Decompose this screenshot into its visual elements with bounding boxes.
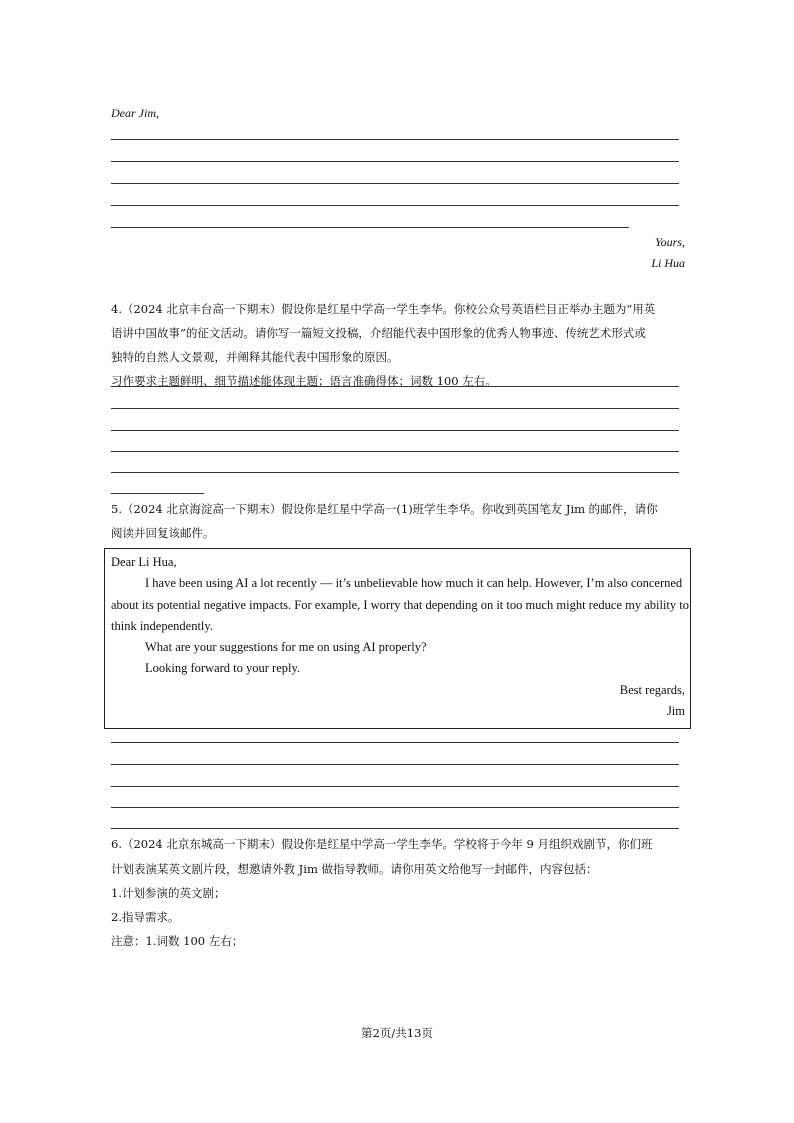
answer-line xyxy=(111,205,679,206)
letter-closing: Yours, xyxy=(655,235,685,249)
q6-item2: 2.指导需求。 xyxy=(111,910,180,924)
answer-line xyxy=(111,183,679,184)
q6-item1: 1.计划参演的英文剧； xyxy=(111,886,226,900)
answer-line xyxy=(111,408,679,409)
q6-note: 注意：1.词数 100 左右； xyxy=(111,934,244,948)
email-signature: Jim xyxy=(666,704,685,718)
email-p1-line2: about its potential negative impacts. For example, I worry that depending on it too much might reduce my ability to xyxy=(111,598,689,612)
answer-line xyxy=(111,161,679,162)
answer-line xyxy=(111,386,679,387)
answer-line xyxy=(111,807,679,808)
answer-line xyxy=(111,742,679,743)
answer-line xyxy=(111,430,679,431)
q4-line1: 4.（2024 北京丰台高一下期末）假设你是红星中学高一学生李华。你校公众号英语栏目正举办主题为“用英 xyxy=(111,302,656,316)
email-greeting: Dear Li Hua, xyxy=(111,555,177,569)
q4-line3: 独特的自然人文景观，并阐释其能代表中国形象的原因。 xyxy=(111,350,399,364)
email-p3: Looking forward to your reply. xyxy=(145,661,301,675)
letter-signature: Li Hua xyxy=(651,256,685,270)
answer-line xyxy=(111,139,679,140)
q4-line4: 习作要求主题鲜明、细节描述能体现主题；语言准确得体；词数 100 左右。 xyxy=(111,374,497,388)
email-p1-line1: I have been using AI a lot recently — it’s unbelievable how much it can help. However, I’m also concerned xyxy=(145,576,683,590)
email-p1-line3: think independently. xyxy=(111,619,213,633)
page-number: 第2页/共13页 xyxy=(361,1026,433,1040)
answer-line-short xyxy=(111,227,629,228)
answer-line xyxy=(111,786,679,787)
q5-line1: 5.（2024 北京海淀高一下期末）假设你是红星中学高一(1)班学生李华。你收到英国笔友 Jim 的邮件，请你 xyxy=(111,502,658,516)
answer-line xyxy=(111,764,679,765)
answer-line-short xyxy=(111,493,204,494)
email-closing: Best regards, xyxy=(619,683,685,697)
answer-line xyxy=(111,451,679,452)
answer-line xyxy=(111,472,679,473)
q4-line2: 语讲中国故事”的征文活动。请你写一篇短文投稿，介绍能代表中国形象的优秀人物事迹、传统艺术形式或 xyxy=(111,326,646,340)
letter-greeting: Dear Jim, xyxy=(111,106,159,120)
answer-line xyxy=(111,828,679,829)
q6-line2: 计划表演某英文剧片段，想邀请外教 Jim 做指导教师。请你用英文给他写一封邮件，内容包括： xyxy=(111,862,598,876)
q5-line2: 阅读并回复该邮件。 xyxy=(111,526,215,540)
email-p2: What are your suggestions for me on using AI properly? xyxy=(145,640,427,654)
q6-line1: 6.（2024 北京东城高一下期末）假设你是红星中学高一学生李华。学校将于今年 9 月组织戏剧节，你们班 xyxy=(111,837,653,851)
